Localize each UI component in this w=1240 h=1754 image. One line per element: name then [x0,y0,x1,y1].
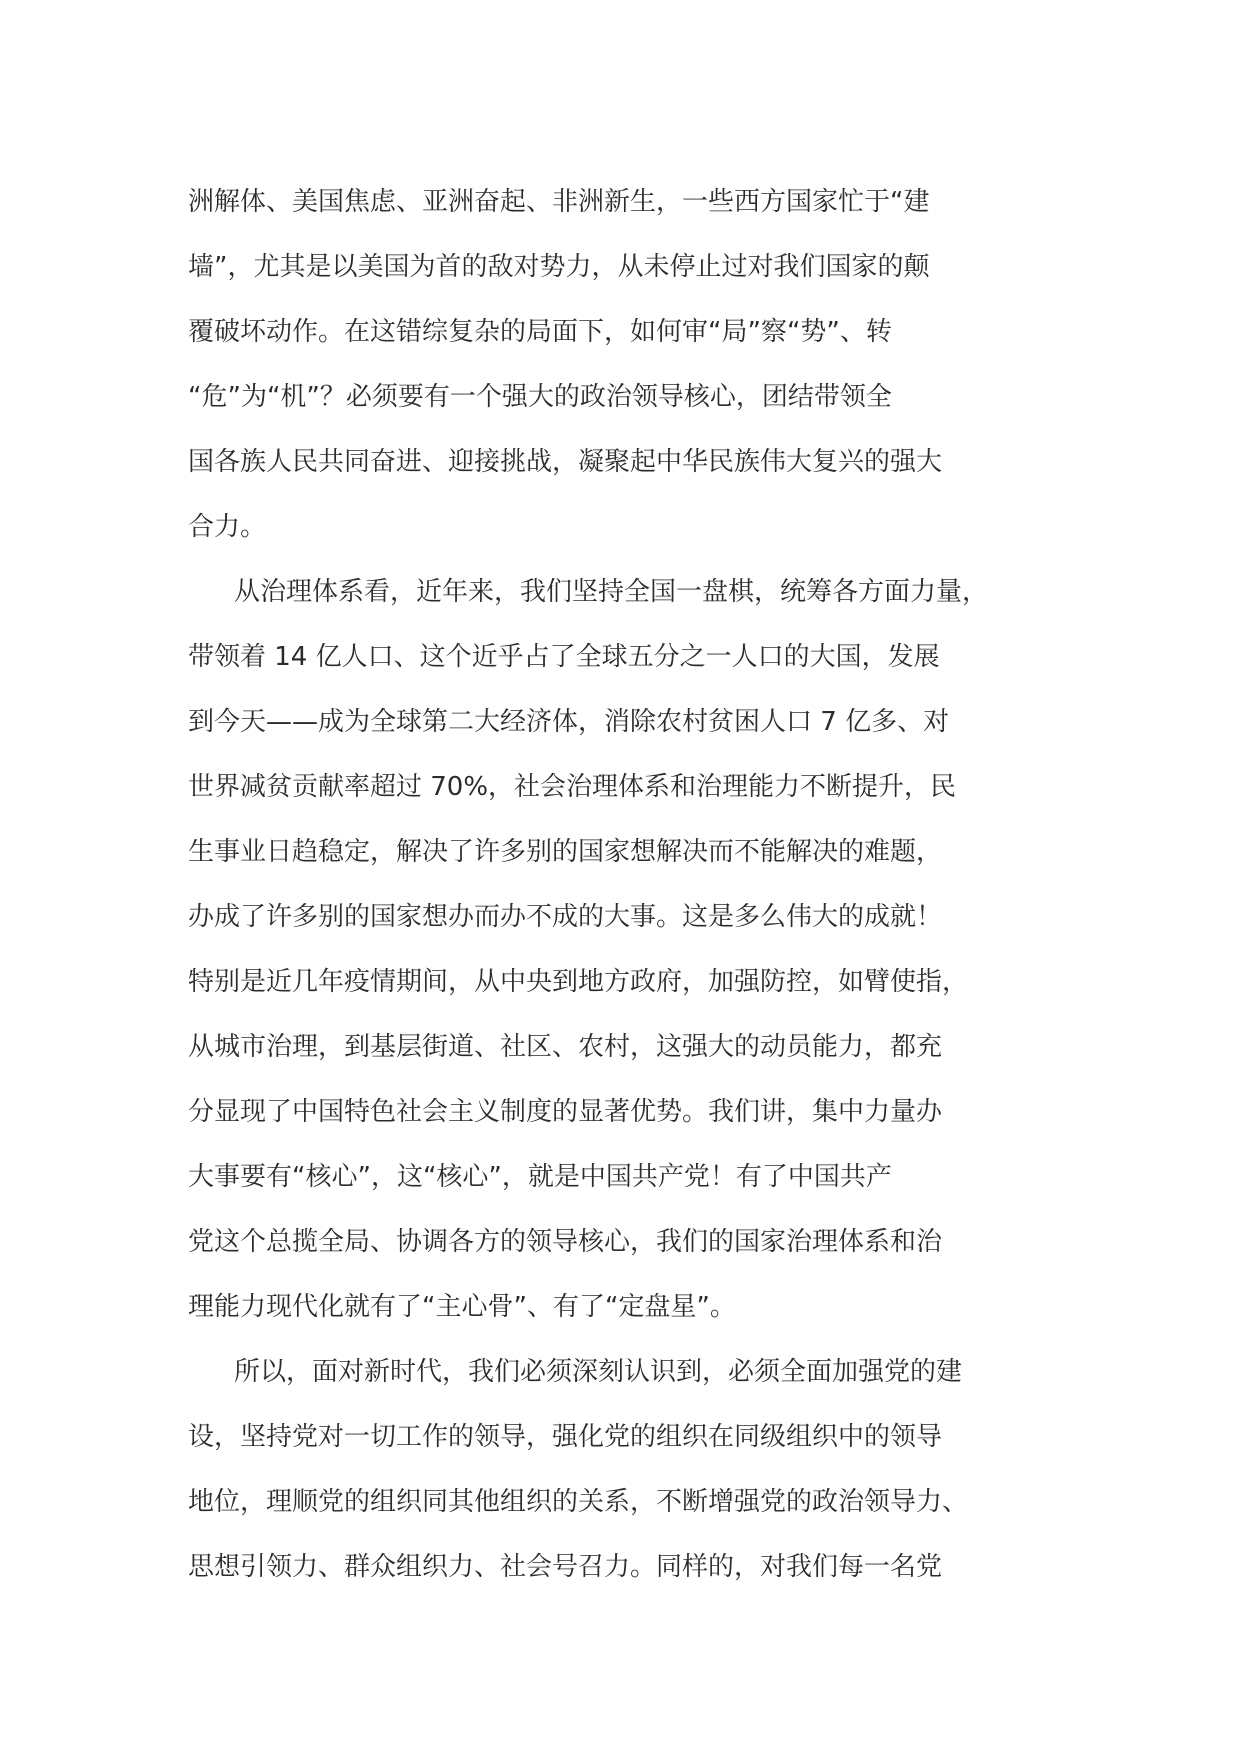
text-line: 特别是近几年疫情期间，从中央到地方政府，加强防控，如臂使指， [188,967,969,997]
text-line: 大事要有“核心”，这“核心”，就是中国共产党！有了中国共产 [188,1162,892,1192]
body-text [188,170,1088,1600]
text-line: 分显现了中国特色社会主义制度的显著优势。我们讲，集中力量办 [188,1097,943,1127]
text-line: 墙”，尤其是以美国为首的敌对势力，从未停止过对我们国家的颠 [188,252,930,282]
text-line: 合力。 [188,512,267,542]
text-line: 世界减贫贡献率超过 70%，社会治理体系和治理能力不断提升，民 [188,772,957,802]
text-line: 办成了许多别的国家想办而办不成的大事。这是多么伟大的成就！ [188,902,943,932]
text-line: 从城市治理，到基层街道、社区、农村，这强大的动员能力，都充 [188,1032,943,1062]
paragraph-first-line: 所以，面对新时代，我们必须深刻认识到，必须全面加强党的建 [234,1357,963,1387]
text-line: 生事业日趋稳定，解决了许多别的国家想解决而不能解决的难题， [188,837,943,867]
text-line: 设，坚持党对一切工作的领导，强化党的组织在同级组织中的领导 [188,1422,943,1452]
text-line: 地位，理顺党的组织同其他组织的关系，不断增强党的政治领导力、 [188,1487,969,1517]
text-line: 到今天——成为全球第二大经济体，消除农村贫困人口 7 亿多、对 [188,707,950,737]
text-line: 党这个总揽全局、协调各方的领导核心，我们的国家治理体系和治 [188,1227,943,1257]
paragraph-first-line: 从治理体系看，近年来，我们坚持全国一盘棋，统筹各方面力量， [234,577,989,607]
text-line: 洲解体、美国焦虑、亚洲奋起、非洲新生，一些西方国家忙于“建 [188,187,930,217]
text-line: 覆破坏动作。在这错综复杂的局面下，如何审“局”察“势”、转 [188,317,892,347]
text-line: 带领着 14 亿人口、这个近乎占了全球五分之一人口的大国，发展 [188,642,940,672]
text-line: “危”为“机”？必须要有一个强大的政治领导核心，团结带领全 [188,382,892,412]
text-line: 国各族人民共同奋进、迎接挑战，凝聚起中华民族伟大复兴的强大 [188,447,943,477]
text-line: 思想引领力、群众组织力、社会号召力。同样的，对我们每一名党 [188,1552,943,1582]
text-line: 理能力现代化就有了“主心骨”、有了“定盘星”。 [188,1292,736,1322]
